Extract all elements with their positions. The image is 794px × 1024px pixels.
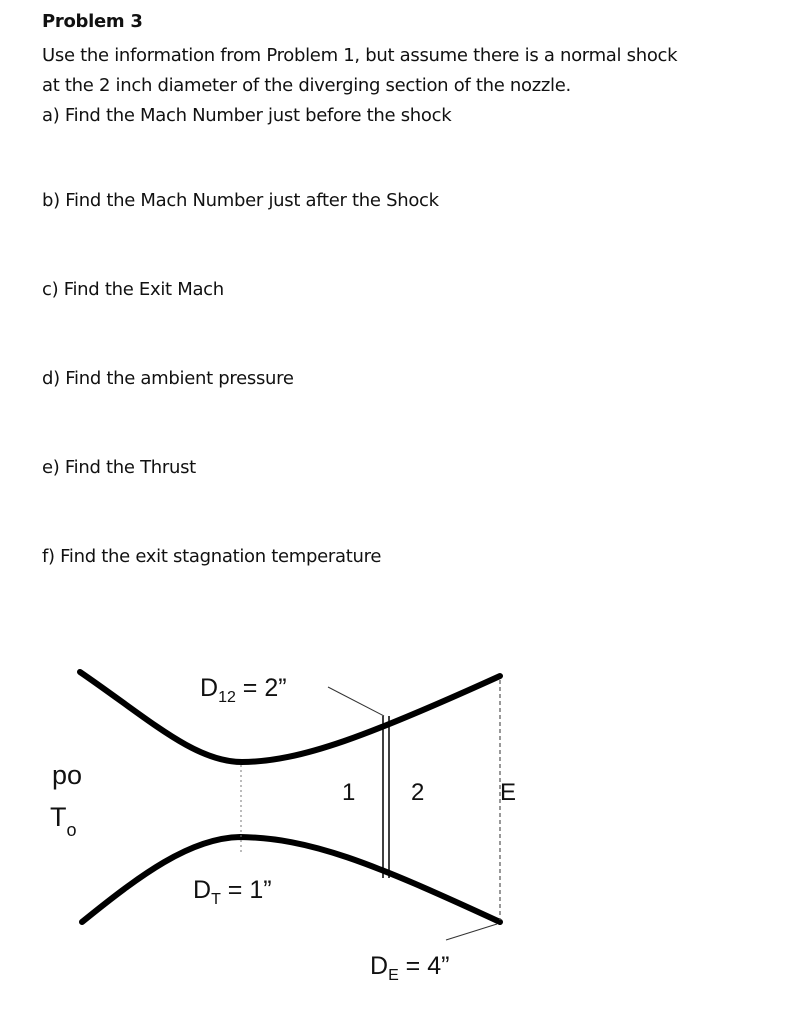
nozzle-lower-wall xyxy=(82,837,500,922)
station-2-label: 2 xyxy=(411,779,425,806)
d12-label: $D_{12} = 2$” xyxy=(200,674,287,706)
question-c: c) Find the Exit Mach xyxy=(42,279,224,300)
dt-label: $D_T = 1$” xyxy=(193,876,272,908)
problem-statement-line-2: at the 2 inch diameter of the diverging section of the nozzle. xyxy=(42,75,571,96)
d12-leader-line xyxy=(328,687,384,716)
question-f: f) Find the exit stagnation temperature xyxy=(42,546,382,567)
de-label: $D_E = 4$” xyxy=(370,952,450,984)
station-e-label: E xyxy=(500,779,517,806)
question-d: d) Find the ambient pressure xyxy=(42,368,294,389)
problem-statement xyxy=(42,41,772,131)
question-b: b) Find the Mach Number just after the Shock xyxy=(42,190,439,211)
problem-statement-line-1: Use the information from Problem 1, but assume there is a normal shock xyxy=(42,45,678,66)
question-a: a) Find the Mach Number just before the shock xyxy=(42,105,452,126)
nozzle-diagram xyxy=(0,620,794,1024)
stagnation-pressure-label: po xyxy=(52,760,83,790)
station-1-label: 1 xyxy=(342,779,356,806)
de-leader-line xyxy=(446,924,497,940)
question-e: e) Find the Thrust xyxy=(42,457,196,478)
stagnation-temperature-label: $T_o$ xyxy=(50,802,77,840)
problem-title: Problem 3 xyxy=(42,11,143,32)
nozzle-upper-wall xyxy=(80,672,500,762)
